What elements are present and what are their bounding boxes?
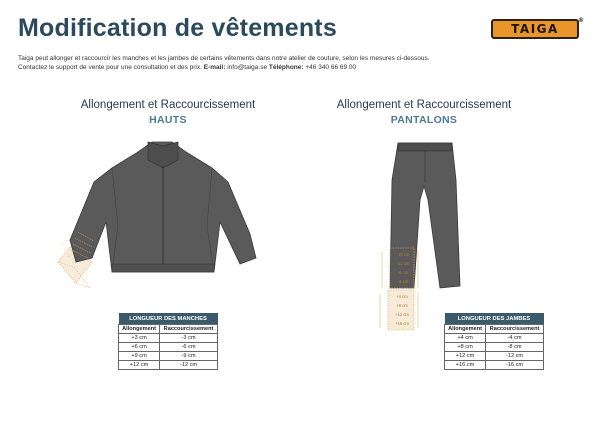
email-value[interactable]: info@taiga.se <box>227 64 268 71</box>
leg-table-caption: LONGUEUR DES JAMBES <box>445 313 544 325</box>
intro-line-1: Taiga peut allonger et raccourcir les manches et les jambes de certains vêtements dans notre atelier de couture, selon les mesures ci-dessous. <box>18 55 430 62</box>
page-title: Modification de vêtements <box>18 14 337 42</box>
leg-col-shorten: Raccourcissement <box>486 325 544 334</box>
mark-minus-12: -12 cm <box>396 261 410 266</box>
mark-plus-8: +8 cm <box>396 303 408 308</box>
sleeve-col-lengthen: Allongement <box>119 325 160 334</box>
mark-plus-16: +16 cm <box>395 321 409 326</box>
table-row: +4 cm -4 cm <box>445 334 544 343</box>
mark-minus-4: -4 cm <box>397 279 409 284</box>
table-row: +6 cm -6 cm <box>119 343 218 352</box>
tops-subheading: HAUTS <box>149 114 187 126</box>
leg-extension-labels <box>390 292 414 328</box>
phone-value[interactable]: +46 340 66 69 00 <box>305 64 357 71</box>
table-row: +3 cm -3 cm <box>119 334 218 343</box>
logo-registered-mark: ® <box>578 17 584 24</box>
table-row: +16 cm -16 cm <box>445 361 544 370</box>
mark-plus-4: +4 cm <box>396 294 408 299</box>
leg-shortening-labels <box>392 250 414 286</box>
phone-label: Téléphone: <box>268 64 304 71</box>
mark-plus-12: +12 cm <box>395 312 409 317</box>
pants-heading: Allongement et Raccourcissement <box>336 99 512 111</box>
sleeve-col-shorten: Raccourcissement <box>160 325 218 334</box>
table-row: +8 cm -8 cm <box>445 343 544 352</box>
pants-subheading: PANTALONS <box>390 114 458 126</box>
mark-minus-8: -8 cm <box>397 270 409 275</box>
table-row: +9 cm -9 cm <box>119 352 218 361</box>
table-row: +12 cm -12 cm <box>445 352 544 361</box>
leg-col-lengthen: Allongement <box>445 325 486 334</box>
table-row: +12 cm -12 cm <box>119 361 218 370</box>
email-label: E-mail: <box>203 64 226 71</box>
sleeve-table-caption: LONGUEUR DES MANCHES <box>119 313 218 325</box>
logo-text: TAIGA <box>511 22 559 36</box>
mark-minus-16: -16 cm <box>396 252 410 257</box>
intro-contact-text: Contactez le support de vente pour une consultation et des prix. <box>18 64 202 71</box>
leg-length-table <box>444 313 544 370</box>
tops-heading: Allongement et Raccourcissement <box>80 99 256 111</box>
